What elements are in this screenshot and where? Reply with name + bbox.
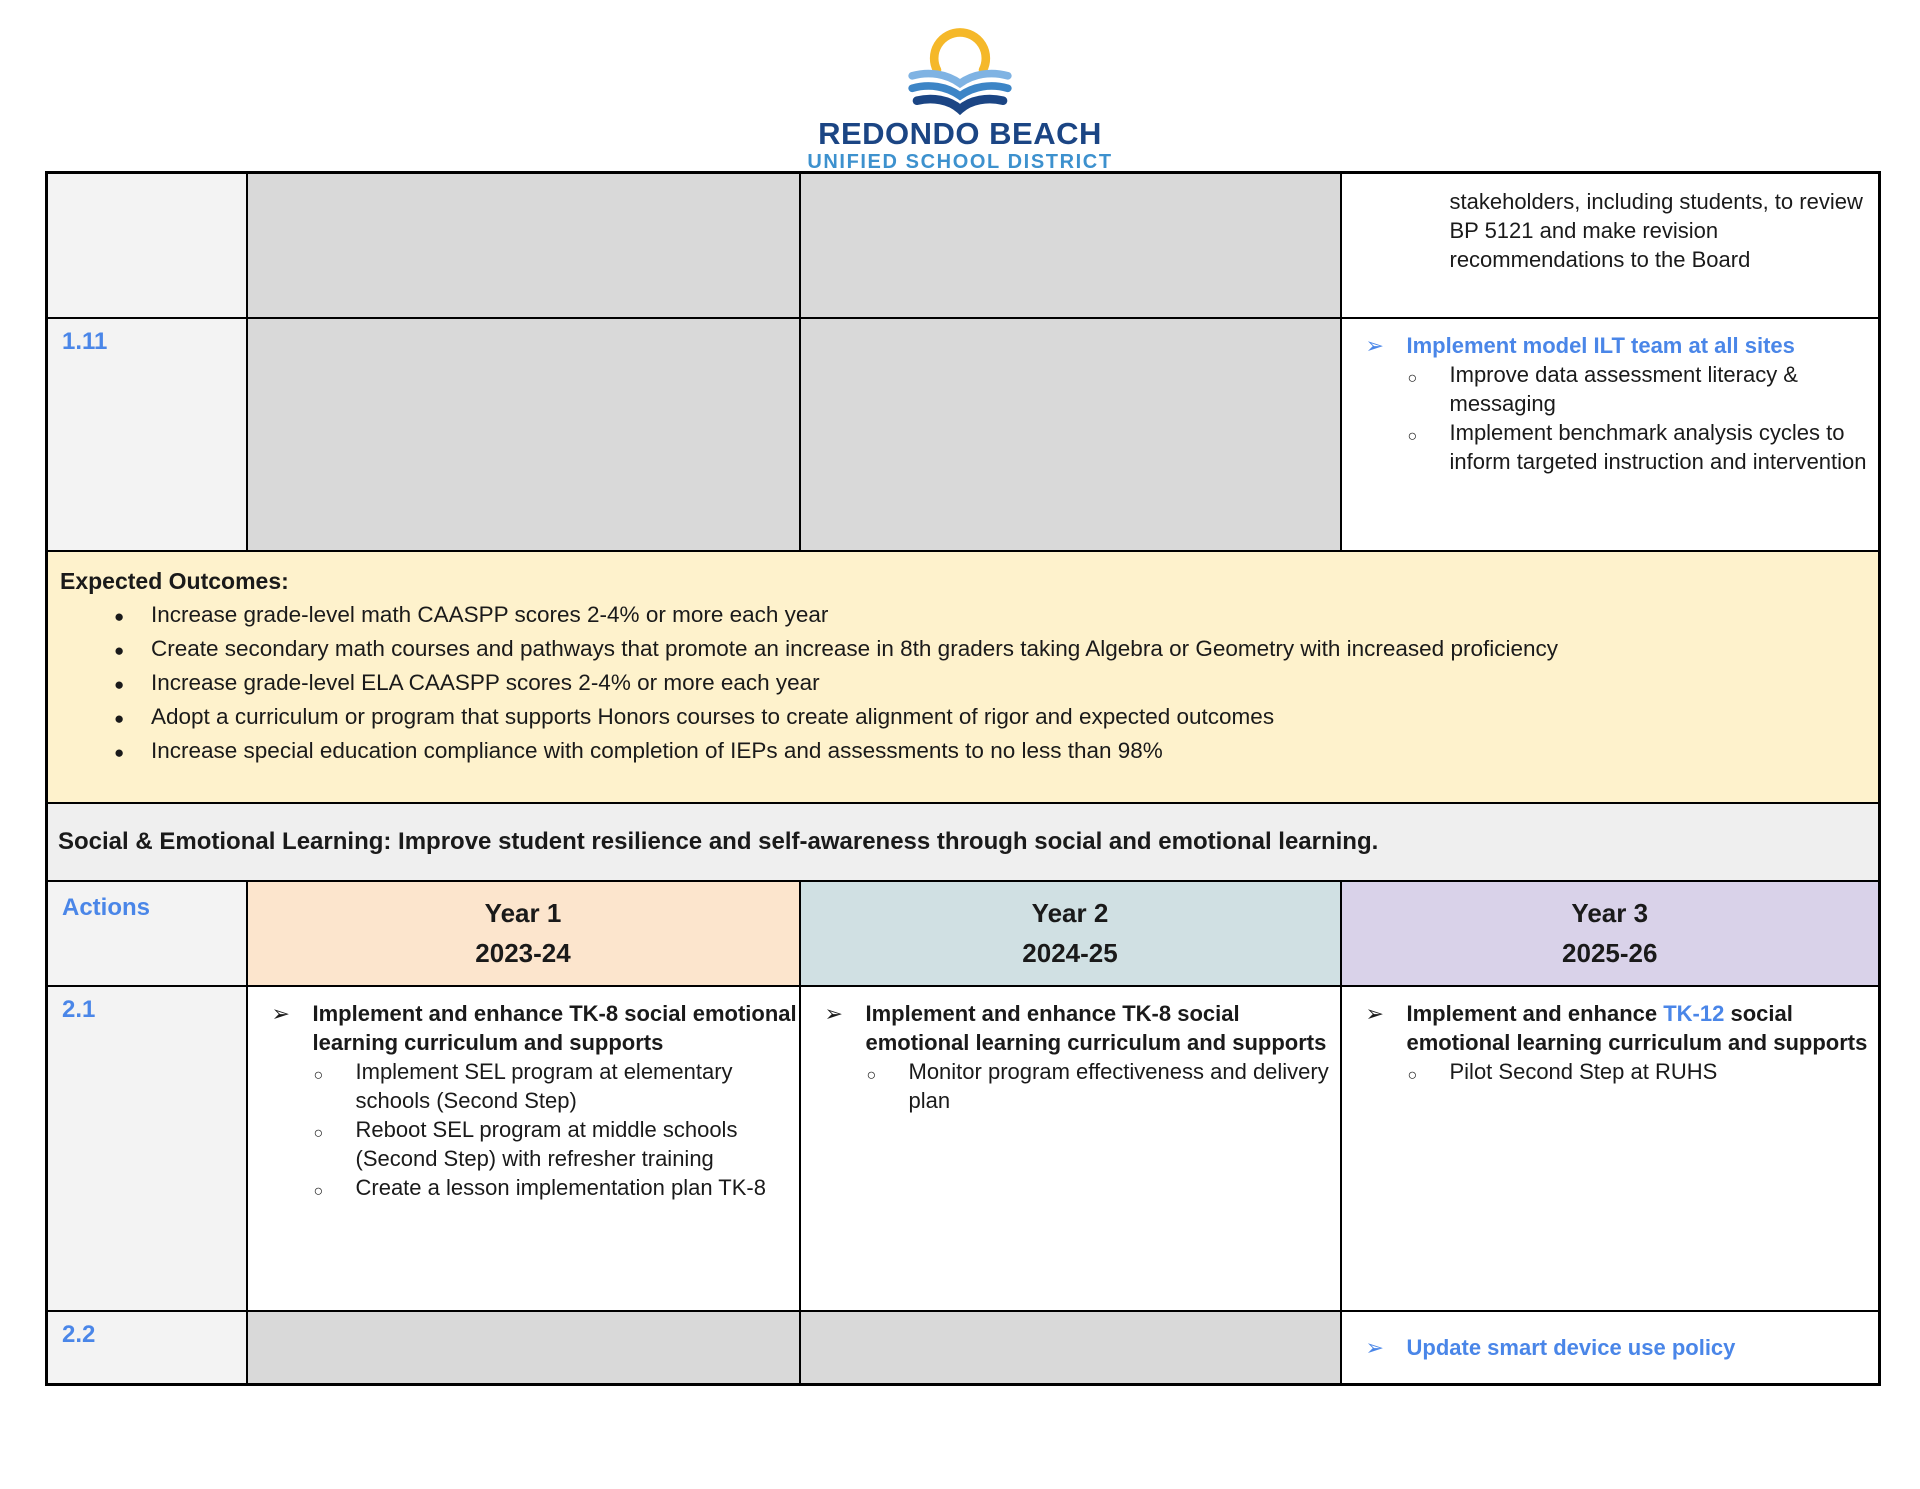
table-row-2-1 <box>47 986 1880 1311</box>
outcome-text: Increase grade-level math CAASPP scores 2-4% or more each year <box>151 601 829 627</box>
circle-bullet-icon: ○ <box>1407 427 1418 445</box>
table-row-expected-outcomes <box>47 551 1880 803</box>
action-heading-pre: Implement and enhance <box>1406 1000 1664 1026</box>
goal-banner-cell <box>47 803 1880 881</box>
arrow-bullet-icon: ➢ <box>824 1000 843 1026</box>
year1-label: Year 1 <box>484 898 562 928</box>
subitem-text: Create a lesson implementation plan TK-8 <box>355 1174 766 1200</box>
year1-content-cell <box>247 986 800 1311</box>
goal-banner-text: Social & Emotional Learning: Improve student resilience and self-awareness through social and emotional learning. <box>58 827 1379 855</box>
table-row-2-2 <box>47 1311 1880 1385</box>
list-item <box>248 987 799 1057</box>
disc-bullet-icon: ● <box>114 708 125 728</box>
year2-empty-cell <box>800 1311 1341 1385</box>
table-header-row <box>47 881 1880 986</box>
year2-label: Year 2 <box>1031 898 1109 928</box>
outcome-text: Create secondary math courses and pathways that promote an increase in 8th graders taking Algebra or Geometry with increased proficiency <box>151 635 1558 661</box>
year3-label: Year 3 <box>1571 898 1649 928</box>
list-subitem <box>801 1057 1340 1115</box>
list-subitem <box>248 1057 799 1115</box>
year2-header-cell <box>800 881 1341 986</box>
circle-bullet-icon: ○ <box>313 1124 324 1142</box>
outcome-item <box>60 632 1864 666</box>
table-row-1-11 <box>47 318 1880 551</box>
circle-bullet-icon: ○ <box>1407 369 1418 387</box>
district-subtitle: UNIFIED SCHOOL DISTRICT <box>807 150 1113 173</box>
circle-bullet-icon: ○ <box>1407 1066 1418 1084</box>
outcome-item <box>60 700 1864 734</box>
action-heading: Implement and enhance TK-8 social emotional learning curriculum and supports <box>312 1000 797 1055</box>
action-heading: Implement model ILT team at all sites <box>1406 332 1795 358</box>
list-subitem <box>1342 360 1879 418</box>
arrow-bullet-icon: ➢ <box>1365 1334 1384 1360</box>
outcome-text: Adopt a curriculum or program that supports Honors courses to create alignment of rigor and expected outcomes <box>151 703 1275 729</box>
list-item <box>1342 1333 1879 1362</box>
year2-range: 2024-25 <box>1022 938 1118 968</box>
year3-range: 2025-26 <box>1562 938 1658 968</box>
action-id-cell <box>47 1311 247 1385</box>
action-id: 2.2 <box>62 1320 96 1348</box>
action-heading-highlight: TK-12 <box>1663 1000 1725 1026</box>
outcome-text: Increase special education compliance with completion of IEPs and assessments to no less than 98% <box>151 737 1163 763</box>
action-id-cell-empty <box>47 173 247 318</box>
circle-bullet-icon: ○ <box>313 1182 324 1200</box>
continuation-text: stakeholders, including students, to review BP 5121 and make revision recommendations to the Board <box>1449 189 1863 272</box>
action-id: 2.1 <box>62 995 96 1023</box>
outcome-text: Increase grade-level ELA CAASPP scores 2-4% or more each year <box>151 669 820 695</box>
actions-header-cell <box>47 881 247 986</box>
subitem-text: Monitor program effectiveness and delivery plan <box>908 1058 1329 1113</box>
year1-empty-cell <box>247 1311 800 1385</box>
action-id-cell <box>47 986 247 1311</box>
action-heading: Update smart device use policy <box>1406 1334 1736 1360</box>
list-subitem <box>248 1115 799 1173</box>
list-subitem <box>1342 418 1879 476</box>
actions-header-label: Actions <box>62 893 151 921</box>
expected-outcomes-cell <box>47 551 1880 803</box>
arrow-bullet-icon: ➢ <box>271 1000 290 1026</box>
disc-bullet-icon: ● <box>114 640 125 660</box>
sun-over-book-icon <box>885 28 1035 116</box>
outcome-item <box>60 598 1864 632</box>
arrow-bullet-icon: ➢ <box>1365 332 1384 358</box>
action-heading: Implement and enhance TK-8 social emotional learning curriculum and supports <box>865 1000 1327 1055</box>
subitem-text: Reboot SEL program at middle schools (Second Step) with refresher training <box>355 1116 738 1171</box>
strategic-plan-table <box>45 171 1881 1386</box>
list-subitem <box>248 1173 799 1202</box>
action-id: 1.11 <box>62 327 108 355</box>
year1-empty-cell <box>247 318 800 551</box>
year1-header-cell <box>247 881 800 986</box>
circle-bullet-icon: ○ <box>313 1066 324 1084</box>
year3-content-cell <box>1341 1311 1880 1385</box>
circle-bullet-icon: ○ <box>866 1066 877 1084</box>
district-logo <box>0 28 1920 174</box>
year3-content-cell <box>1341 986 1880 1311</box>
list-subitem <box>1342 1057 1879 1086</box>
arrow-bullet-icon: ➢ <box>1365 1000 1384 1026</box>
subitem-text: Improve data assessment literacy & messaging <box>1449 361 1798 416</box>
subitem-text: Implement benchmark analysis cycles to inform targeted instruction and intervention <box>1449 419 1867 474</box>
disc-bullet-icon: ● <box>114 742 125 762</box>
year1-empty-cell <box>247 173 800 318</box>
year3-continuation-cell <box>1341 173 1880 318</box>
action-id-cell <box>47 318 247 551</box>
table-row-goal-banner <box>47 803 1880 881</box>
outcome-item <box>60 734 1864 768</box>
year2-empty-cell <box>800 318 1341 551</box>
list-item <box>801 987 1340 1057</box>
subitem-text: Pilot Second Step at RUHS <box>1449 1058 1718 1084</box>
district-name: REDONDO BEACH <box>818 116 1102 151</box>
action-heading-post: social emotional learning curriculum and supports <box>1406 1000 1868 1055</box>
year2-empty-cell <box>800 173 1341 318</box>
year3-content-cell <box>1341 318 1880 551</box>
disc-bullet-icon: ● <box>114 606 125 626</box>
list-item <box>1342 319 1879 360</box>
year2-content-cell <box>800 986 1341 1311</box>
table-row-continuation <box>47 173 1880 318</box>
list-item <box>1342 987 1879 1057</box>
subitem-text: Implement SEL program at elementary schools (Second Step) <box>355 1058 733 1113</box>
outcome-item <box>60 666 1864 700</box>
year3-header-cell <box>1341 881 1880 986</box>
year1-range: 2023-24 <box>475 938 571 968</box>
expected-outcomes-heading: Expected Outcomes: <box>60 567 289 594</box>
disc-bullet-icon: ● <box>114 674 125 694</box>
